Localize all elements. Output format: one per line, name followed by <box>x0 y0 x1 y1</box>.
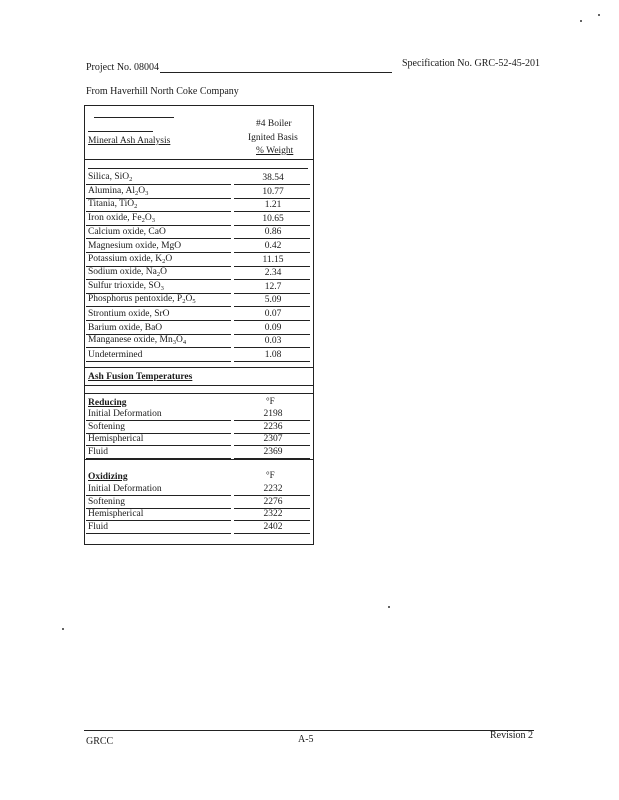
scan-speck <box>580 20 582 22</box>
mineral-row <box>84 307 314 320</box>
row-label: Hemispherical <box>88 509 144 519</box>
table-bottom-rule <box>84 544 314 545</box>
row-value: 11.15 <box>262 254 284 265</box>
row-value: 2402 <box>263 521 283 532</box>
row-label: Iron oxide, $Fe_2O_3$ <box>88 212 155 224</box>
oxidizing-row <box>84 507 314 520</box>
table-rule <box>84 393 314 394</box>
row-value: 5.09 <box>264 295 282 306</box>
mineral-row <box>84 293 314 306</box>
table-rule <box>84 367 314 368</box>
footer-rule <box>84 730 534 731</box>
table-rule <box>84 385 314 386</box>
row-label: Alumina, $Al_2O_3$ <box>88 185 149 197</box>
scan-speck <box>598 14 600 16</box>
table-rule <box>84 159 314 160</box>
mineral-row <box>84 266 314 279</box>
mineral-row <box>84 280 314 293</box>
row-value: 1.21 <box>264 200 282 211</box>
reducing-row <box>84 432 314 445</box>
col-head-2: Ignited Basis <box>248 133 298 143</box>
row-value: 10.65 <box>262 213 284 224</box>
mineral-row <box>84 321 314 334</box>
oxidizing-title: Oxidizing <box>88 472 128 482</box>
row-label: Manganese oxide, $Mn_3O_4$ <box>88 335 187 347</box>
row-rule <box>234 533 310 534</box>
row-value: 1.08 <box>264 349 282 360</box>
oxidizing-row <box>84 495 314 508</box>
footer-center: A-5 <box>298 734 314 745</box>
mineral-row <box>84 253 314 266</box>
row-label: Hemispherical <box>88 434 144 444</box>
mineral-row <box>84 185 314 198</box>
row-value: 38.54 <box>262 173 284 183</box>
oxidizing-unit: °F <box>266 470 275 480</box>
row-label: Initial Deformation <box>88 484 162 494</box>
row-value: 2.34 <box>264 268 282 279</box>
specification-number: Specification No. GRC-52-45-201 <box>402 58 541 69</box>
row-label: Initial Deformation <box>88 409 162 419</box>
row-rule <box>86 361 231 362</box>
row-value: 0.07 <box>264 309 282 319</box>
oxidizing-row <box>84 482 314 495</box>
scan-speck <box>388 606 390 608</box>
reducing-row <box>84 420 314 433</box>
row-label: Potassium oxide, $K_2O$ <box>88 253 173 265</box>
table-top-rule <box>84 105 314 106</box>
row-value: 2232 <box>263 484 283 494</box>
reducing-unit: °F <box>266 396 275 406</box>
row-rule <box>234 361 310 362</box>
reducing-title: Reducing <box>88 398 127 408</box>
row-label: Sulfur trioxide, $SO_3$ <box>88 280 164 292</box>
footer-left: GRCC <box>86 736 114 747</box>
row-label: Fluid <box>88 446 109 457</box>
row-label: Softening <box>88 421 125 432</box>
row-value: 2236 <box>263 421 283 432</box>
mineral-row <box>84 198 314 211</box>
oxidizing-row <box>84 520 314 533</box>
mineral-row <box>84 212 314 225</box>
mineral-row <box>84 239 314 252</box>
table-rule <box>94 117 174 118</box>
row-value: 2276 <box>263 496 283 507</box>
mineral-row <box>84 171 314 184</box>
row-rule <box>86 533 231 534</box>
row-value: 0.03 <box>264 336 282 347</box>
reducing-row <box>84 407 314 420</box>
row-label: Silica, SiO$_2$ <box>88 172 133 183</box>
mineral-row <box>84 348 314 361</box>
mineral-row <box>84 334 314 347</box>
footer-right: Revision 2 <box>490 730 534 741</box>
scan-speck <box>62 628 64 630</box>
row-label: Softening <box>88 496 125 507</box>
row-label: Fluid <box>88 521 109 532</box>
row-label: Sodium oxide, $Na_2O$ <box>88 267 167 279</box>
row-value: 0.42 <box>264 241 282 251</box>
col-head-3: % Weight <box>256 146 294 156</box>
row-value: 0.86 <box>264 227 282 238</box>
table-rule <box>88 168 308 169</box>
source-note: From Haverhill North Coke Company <box>86 86 239 97</box>
table-rule <box>88 131 153 132</box>
row-value: 2369 <box>263 446 283 457</box>
mineral-row <box>84 225 314 238</box>
table-rule <box>84 459 314 460</box>
row-label: Barium oxide, BaO <box>88 322 163 333</box>
project-number: Project No. 08004 <box>86 62 160 73</box>
reducing-row <box>84 445 314 458</box>
row-label: Calcium oxide, CaO <box>88 227 166 238</box>
header-rule <box>160 72 392 73</box>
mineral-ash-title: Mineral Ash Analysis <box>88 136 171 146</box>
row-value: 2198 <box>263 409 283 419</box>
row-value: 2322 <box>263 509 283 519</box>
row-label: Phosphorus pentoxide, $P_2O_5$ <box>88 294 196 306</box>
row-label: Titania, TiO$_2$ <box>88 199 138 211</box>
fusion-title: Ash Fusion Temperatures <box>88 372 193 382</box>
col-head-1: #4 Boiler <box>256 119 292 129</box>
row-value: 2307 <box>263 434 283 444</box>
row-label: Strontium oxide, SrO <box>88 309 170 319</box>
row-label: Magnesium oxide, MgO <box>88 241 182 251</box>
ash-analysis-table <box>84 105 314 545</box>
row-label: Undetermined <box>88 349 143 360</box>
row-value: 0.09 <box>264 322 282 333</box>
row-value: 12.7 <box>264 281 282 292</box>
row-value: 10.77 <box>262 186 284 197</box>
